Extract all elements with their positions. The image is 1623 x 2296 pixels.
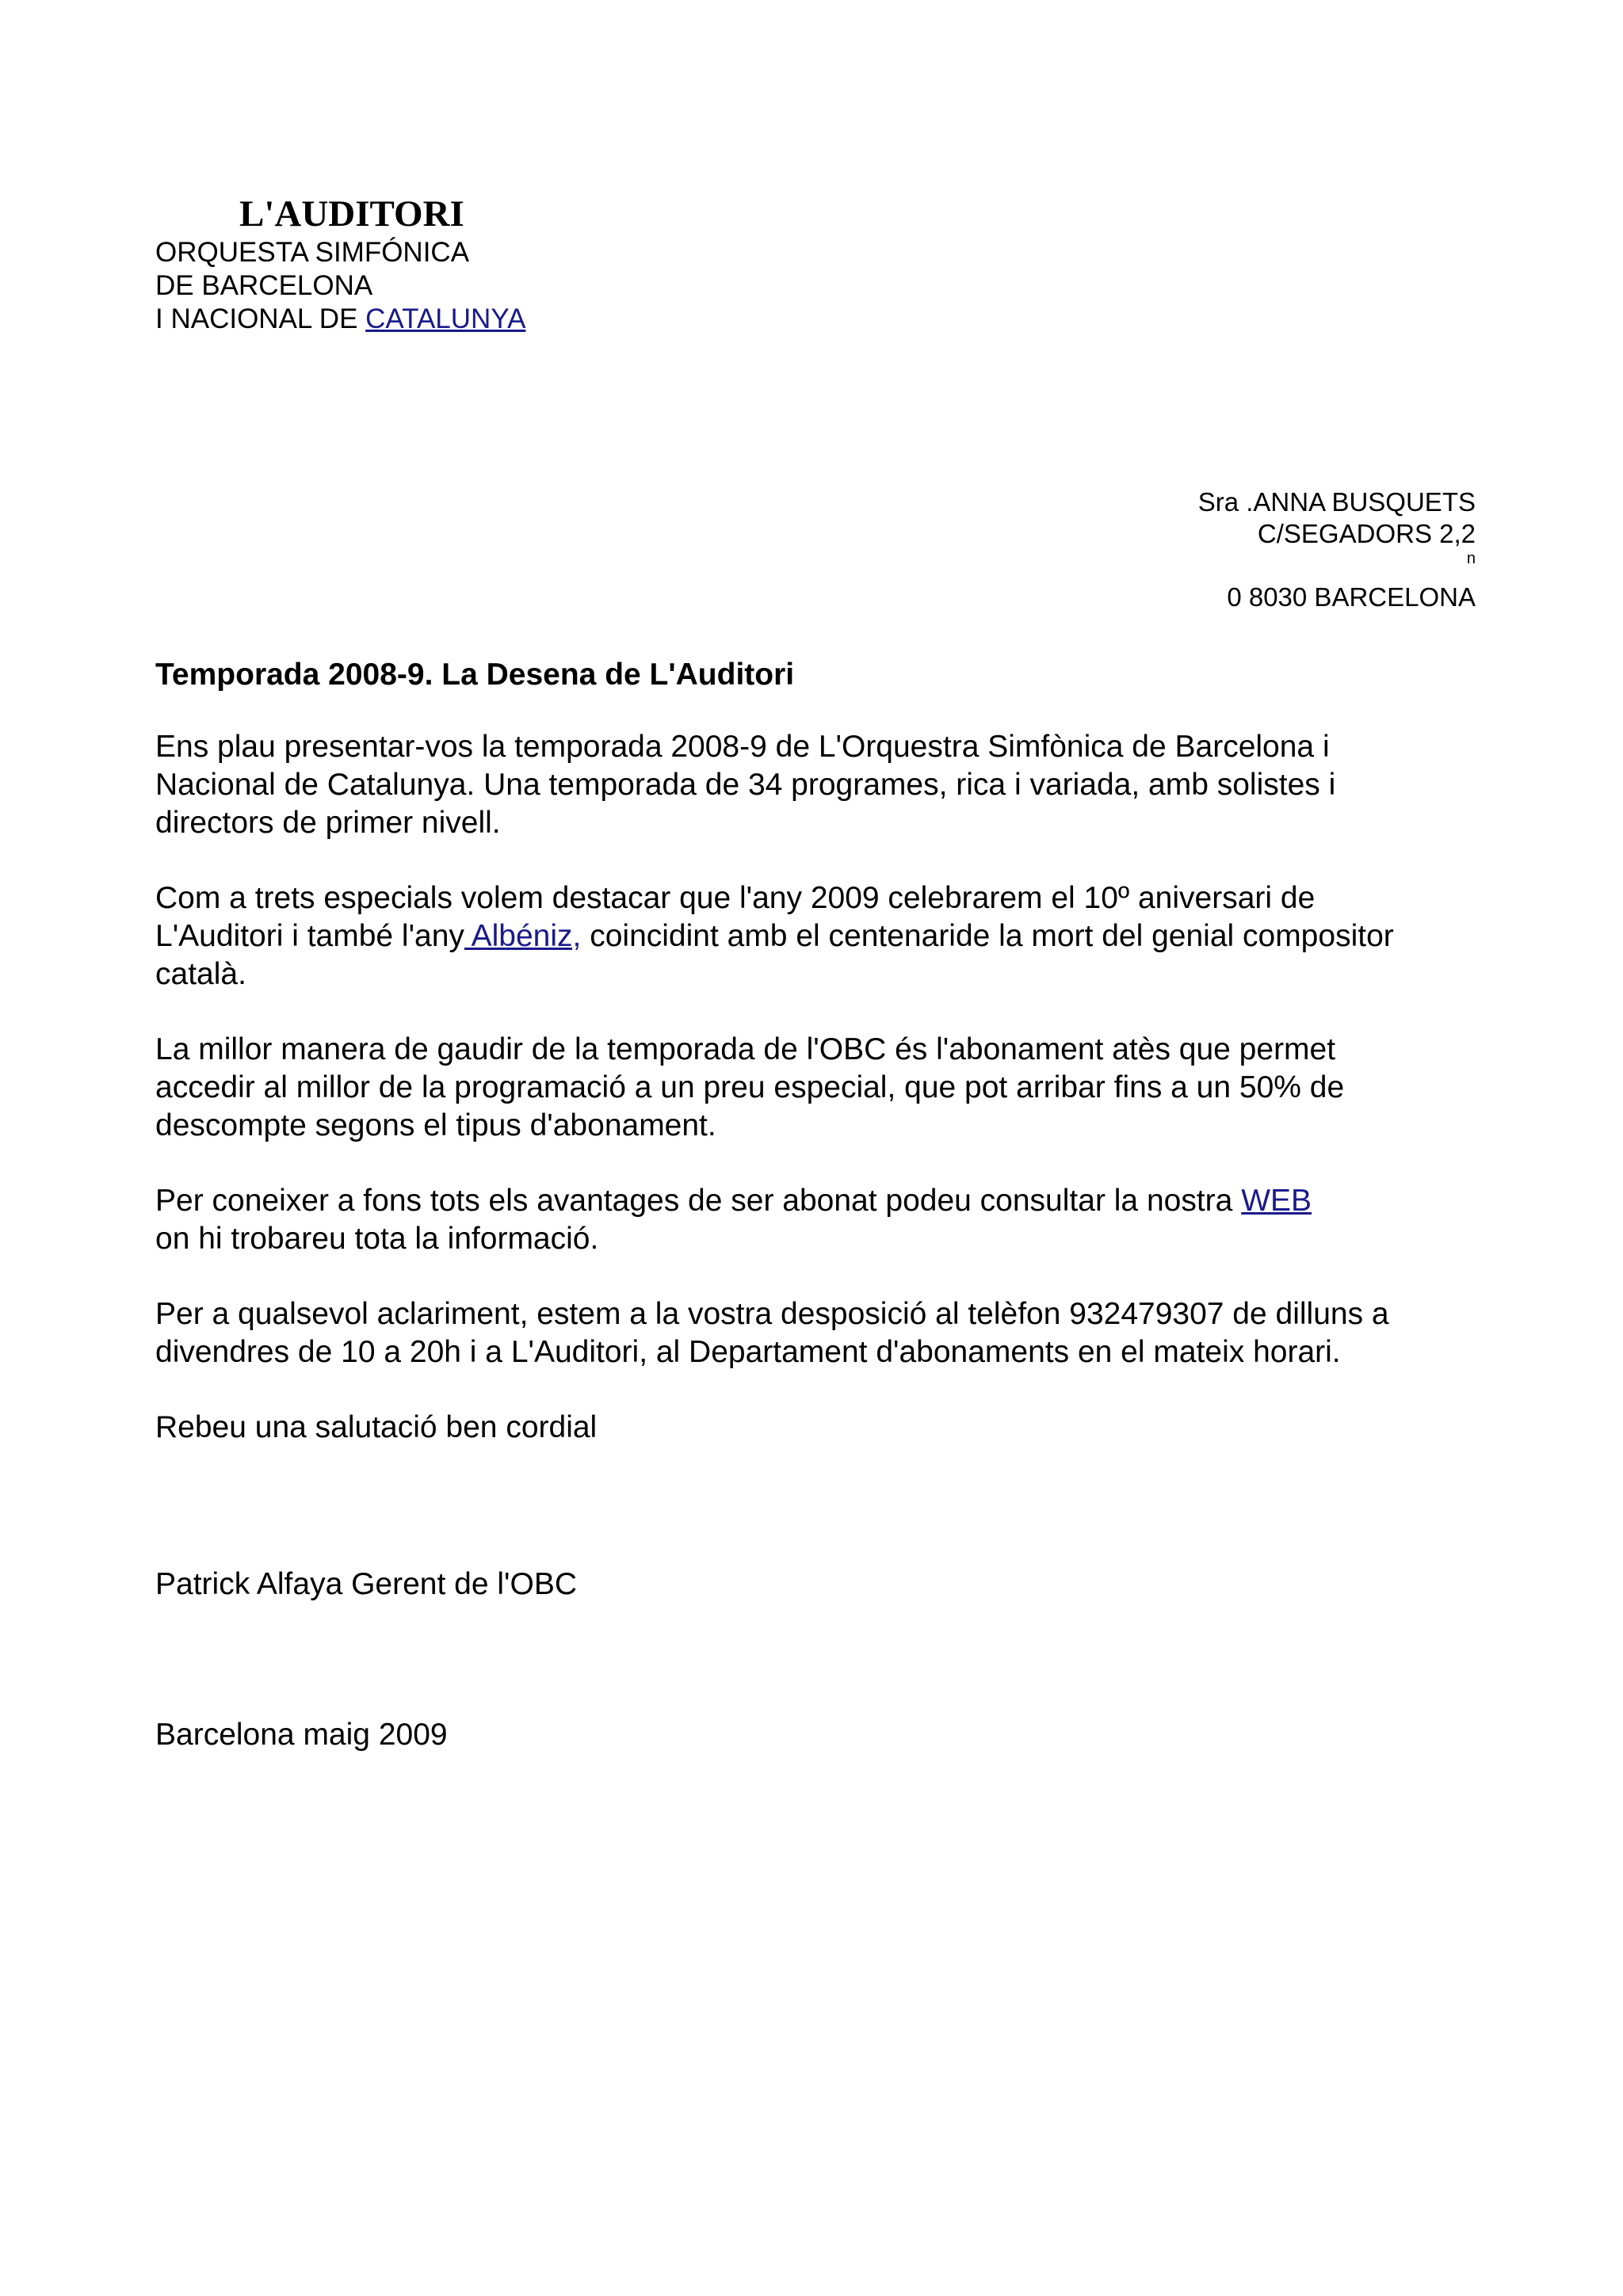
- paragraph-4: [155, 1182, 1487, 1258]
- organization-name: L'AUDITORI: [239, 193, 464, 235]
- paragraph-1: [155, 728, 1487, 842]
- recipient-city: 0 8030 BARCELONA: [1227, 582, 1476, 612]
- paragraph-5-line-2: divendres de 10 a 20h i a L'Auditori, al Departament d'abonaments en el mateix horari.: [155, 1335, 1341, 1369]
- paragraph-2-line-1: Com a trets especials volem destacar que l'any 2009 celebrarem el 10º aniversari de: [155, 881, 1316, 915]
- recipient-street: C/SEGADORS 2,2: [1257, 519, 1476, 548]
- letter-date: Barcelona maig 2009: [155, 1718, 448, 1752]
- recipient-name: Sra .ANNA BUSQUETS: [1197, 487, 1476, 517]
- paragraph-2-line-2-prefix: L'Auditori i també l'any: [155, 919, 464, 953]
- paragraph-1-line-1: Ens plau presentar-vos la temporada 2008-9 de L'Orquestra Simfònica de Barcelona i: [155, 730, 1330, 764]
- letter-subject: Temporada 2008-9. La Desena de L'Auditori: [155, 658, 795, 692]
- letterhead-line-3-text: I NACIONAL DE: [155, 303, 366, 334]
- paragraph-3: [155, 1031, 1487, 1145]
- catalunya-link[interactable]: CATALUNYA: [365, 303, 526, 334]
- paragraph-1-line-3: directors de primer nivell.: [155, 806, 501, 840]
- paragraph-1-line-2: Nacional de Catalunya. Una temporada de 34 programes, rica i variada, amb solistes i: [155, 768, 1336, 802]
- recipient-street-line: [1198, 518, 1476, 582]
- paragraph-3-line-1: La millor manera de gaudir de la temporada de l'OBC és l'abonament atès que permet: [155, 1032, 1336, 1066]
- paragraph-3-line-3: descompte segons el tipus d'abonament.: [155, 1108, 716, 1142]
- closing-salutation: Rebeu una salutació ben cordial: [155, 1410, 598, 1444]
- web-link[interactable]: WEB: [1241, 1184, 1312, 1218]
- paragraph-4-line-1-prefix: Per coneixer a fons tots els avantages de ser abonat podeu consultar la nostra: [155, 1184, 1242, 1218]
- letterhead: [155, 192, 525, 336]
- paragraph-3-line-2: accedir al millor de la programació a un preu especial, que pot arribar fins a un 50% de: [155, 1070, 1345, 1104]
- letter-body: [155, 656, 1487, 1447]
- paragraph-5: [155, 1295, 1487, 1371]
- paragraph-4-line-2: on hi trobareu tota la informació.: [155, 1222, 599, 1256]
- paragraph-4-line-1: [155, 1182, 1487, 1220]
- recipient-street-ordinal: n: [1466, 550, 1476, 567]
- paragraph-2-line-2-suffix: coincidint amb el centenaride la mort del genial compositor: [581, 919, 1394, 953]
- letterhead-line-3: [155, 303, 525, 336]
- paragraph-2-line-3: català.: [155, 957, 246, 991]
- paragraph-5-line-1: Per a qualsevol aclariment, estem a la vostra desposició al telèfon 932479307 de dilluns a: [155, 1297, 1389, 1331]
- signature: Patrick Alfaya Gerent de l'OBC: [155, 1567, 578, 1601]
- paragraph-2: [155, 879, 1487, 994]
- recipient-address: [1198, 486, 1476, 613]
- albeniz-link[interactable]: Albéniz,: [464, 919, 582, 953]
- paragraph-2-line-2: [155, 917, 1487, 955]
- letterhead-line-2: DE BARCELONA: [155, 270, 373, 301]
- letterhead-line-1: ORQUESTA SIMFÓNICA: [155, 237, 470, 268]
